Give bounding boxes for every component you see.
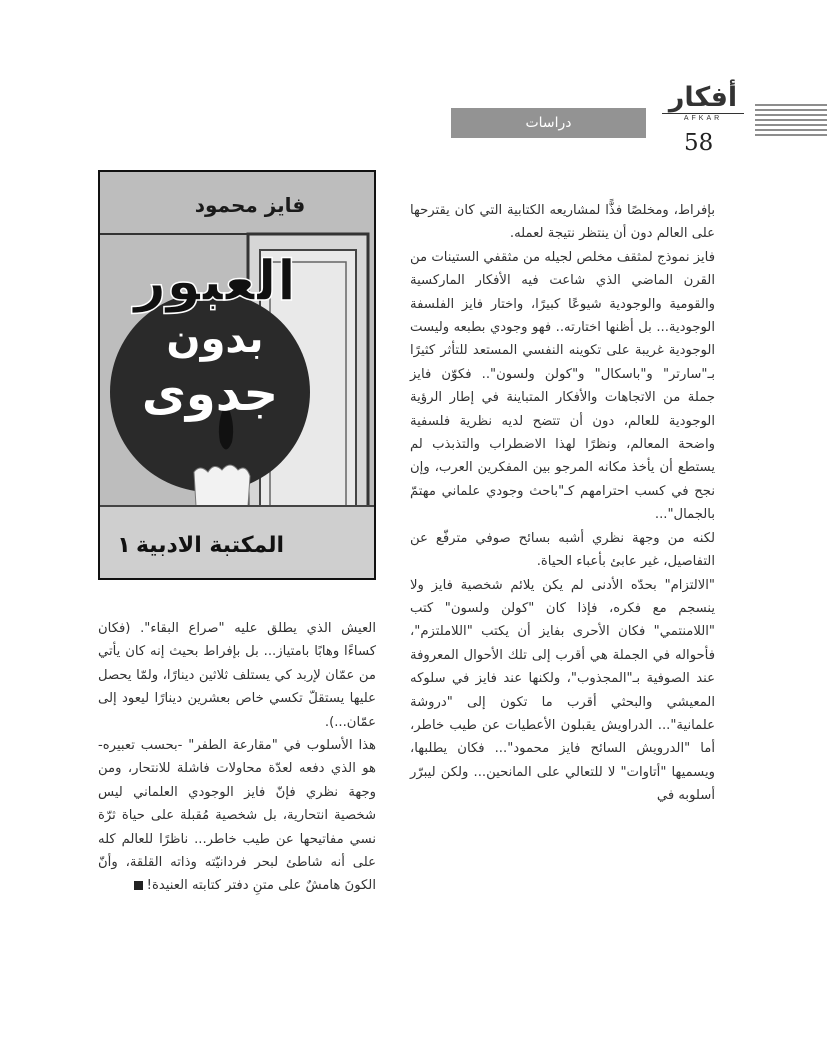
cover-author: فايز محمود	[194, 193, 306, 217]
article-column-right	[410, 199, 715, 979]
magazine-logo	[662, 84, 744, 122]
cover-series-number: ١	[117, 533, 131, 558]
cover-title-line2: بدون	[166, 316, 264, 362]
logo-latin: AFKAR	[662, 113, 744, 122]
book-cover-image	[98, 170, 376, 580]
decorative-stripes	[755, 104, 827, 138]
cover-series: المكتبة الادبية	[135, 533, 285, 558]
logo-arabic: أفكار	[668, 82, 738, 113]
cover-title-line1: العبور	[133, 249, 297, 314]
paragraph: فايز نموذج لمثقف مخلص لجيله من مثقفي الستينات من القرن الماضي الذي شاعت فيه الأفكار الماركسية والقومية والوجودية شيوعًا كبيرًا، واختار فايز الفلسفة الوجودية... بل أظنها اختارته.. فهو وجودي بطبعه وليست الوجودية غريبة على تكوينه النفسي المستعد للتأثر كثيرًا بـ"سارتر" و"باسكال" و"كولن ولسون".. فكوّن فايز جملة من الاتجاهات والأفكار المتباينة في إطار الرؤية الوجودية للعالم، دون أن تتضح لديه نظرية فلسفية واضحة المعالم، ونظرًا لهذا الاضطراب والتذبذب لم يستطع أن يأخذ مكانه المرجو بين المفكرين العرب، وإن نجح في كسب احترامهم كـ"باحث وجودي علماني مهتمّ بالجمال"...	[410, 249, 715, 523]
cover-title-line3: جدوى	[141, 366, 279, 422]
article-column-left	[98, 617, 376, 977]
paragraph: بإفراط، ومخلصًا فذًّا لمشاريعه الكتابية التي كان يقترحها على العالم دون أن ينتظر نتيجة لعمله.	[410, 203, 715, 242]
paragraph: "الالتزام" بحدّه الأدنى لم يكن يلائم شخصية فايز ولا ينسجم مع فكره، فإذا كان "كولن ولسون" كتب "اللامنتمي" فكان الأحرى بفايز أن يكتب "اللاملتزم"، فأحواله في الجملة هي أقرب إلى تلك الأحوال المعروفة عند الصوفية بـ"المجذوب"، ولكنها عند فايز في سلوكه المعيشي والبحثي أقرب ما تكون إلى "دروشة علمانية"... الدراويش يقبلون الأعطيات عن طيب خاطر، أما "الدرويش السائح فايز محمود"... فكان يطلبها، ويسميها "أتاوات" لا للتعالي على المانحين... ولكن ليبرّر أسلوبه في	[410, 577, 715, 804]
end-of-article-mark	[134, 881, 143, 890]
paragraph: لكنه من وجهة نظري أشبه بسائح صوفي مترفّع عن التفاصيل، غير عابئ بأعباء الحياة.	[410, 530, 715, 570]
paragraph: هذا الأسلوب في "مقارعة الطفر" -بحسب تعبيره- هو الذي دفعه لعدّة محاولات فاشلة للانتحار، ومن وجهة نظري فإنّ فايز الوجودي العلماني ليس شخصية انتحارية، بل شخصية مُقبلة على حياة ثرّة نسي مفاتيحها عن طيب خاطر... ناظرًا للعالم كله على أنه شاطئ لبحر فردانيّته وذاته القلقة، وأنّ الكونَ هامشٌ على متنِ دفتر كتابته العنيدة!	[98, 738, 376, 894]
page-number: 58	[684, 130, 714, 156]
section-label: دراسات	[451, 108, 646, 138]
paragraph: العيش الذي يطلق عليه "صراع البقاء". (فكان كساءًا وهابًا بامتياز... بل بإفراط بحيث إنه كان يأتي من عمّان لإربد كي يستلف ثلاثين دينارًا، ولمّا يحصل عليها يستقلّ تكسي خاص بعشرين دينارًا ليعود إلى عمّان...).	[98, 621, 376, 730]
